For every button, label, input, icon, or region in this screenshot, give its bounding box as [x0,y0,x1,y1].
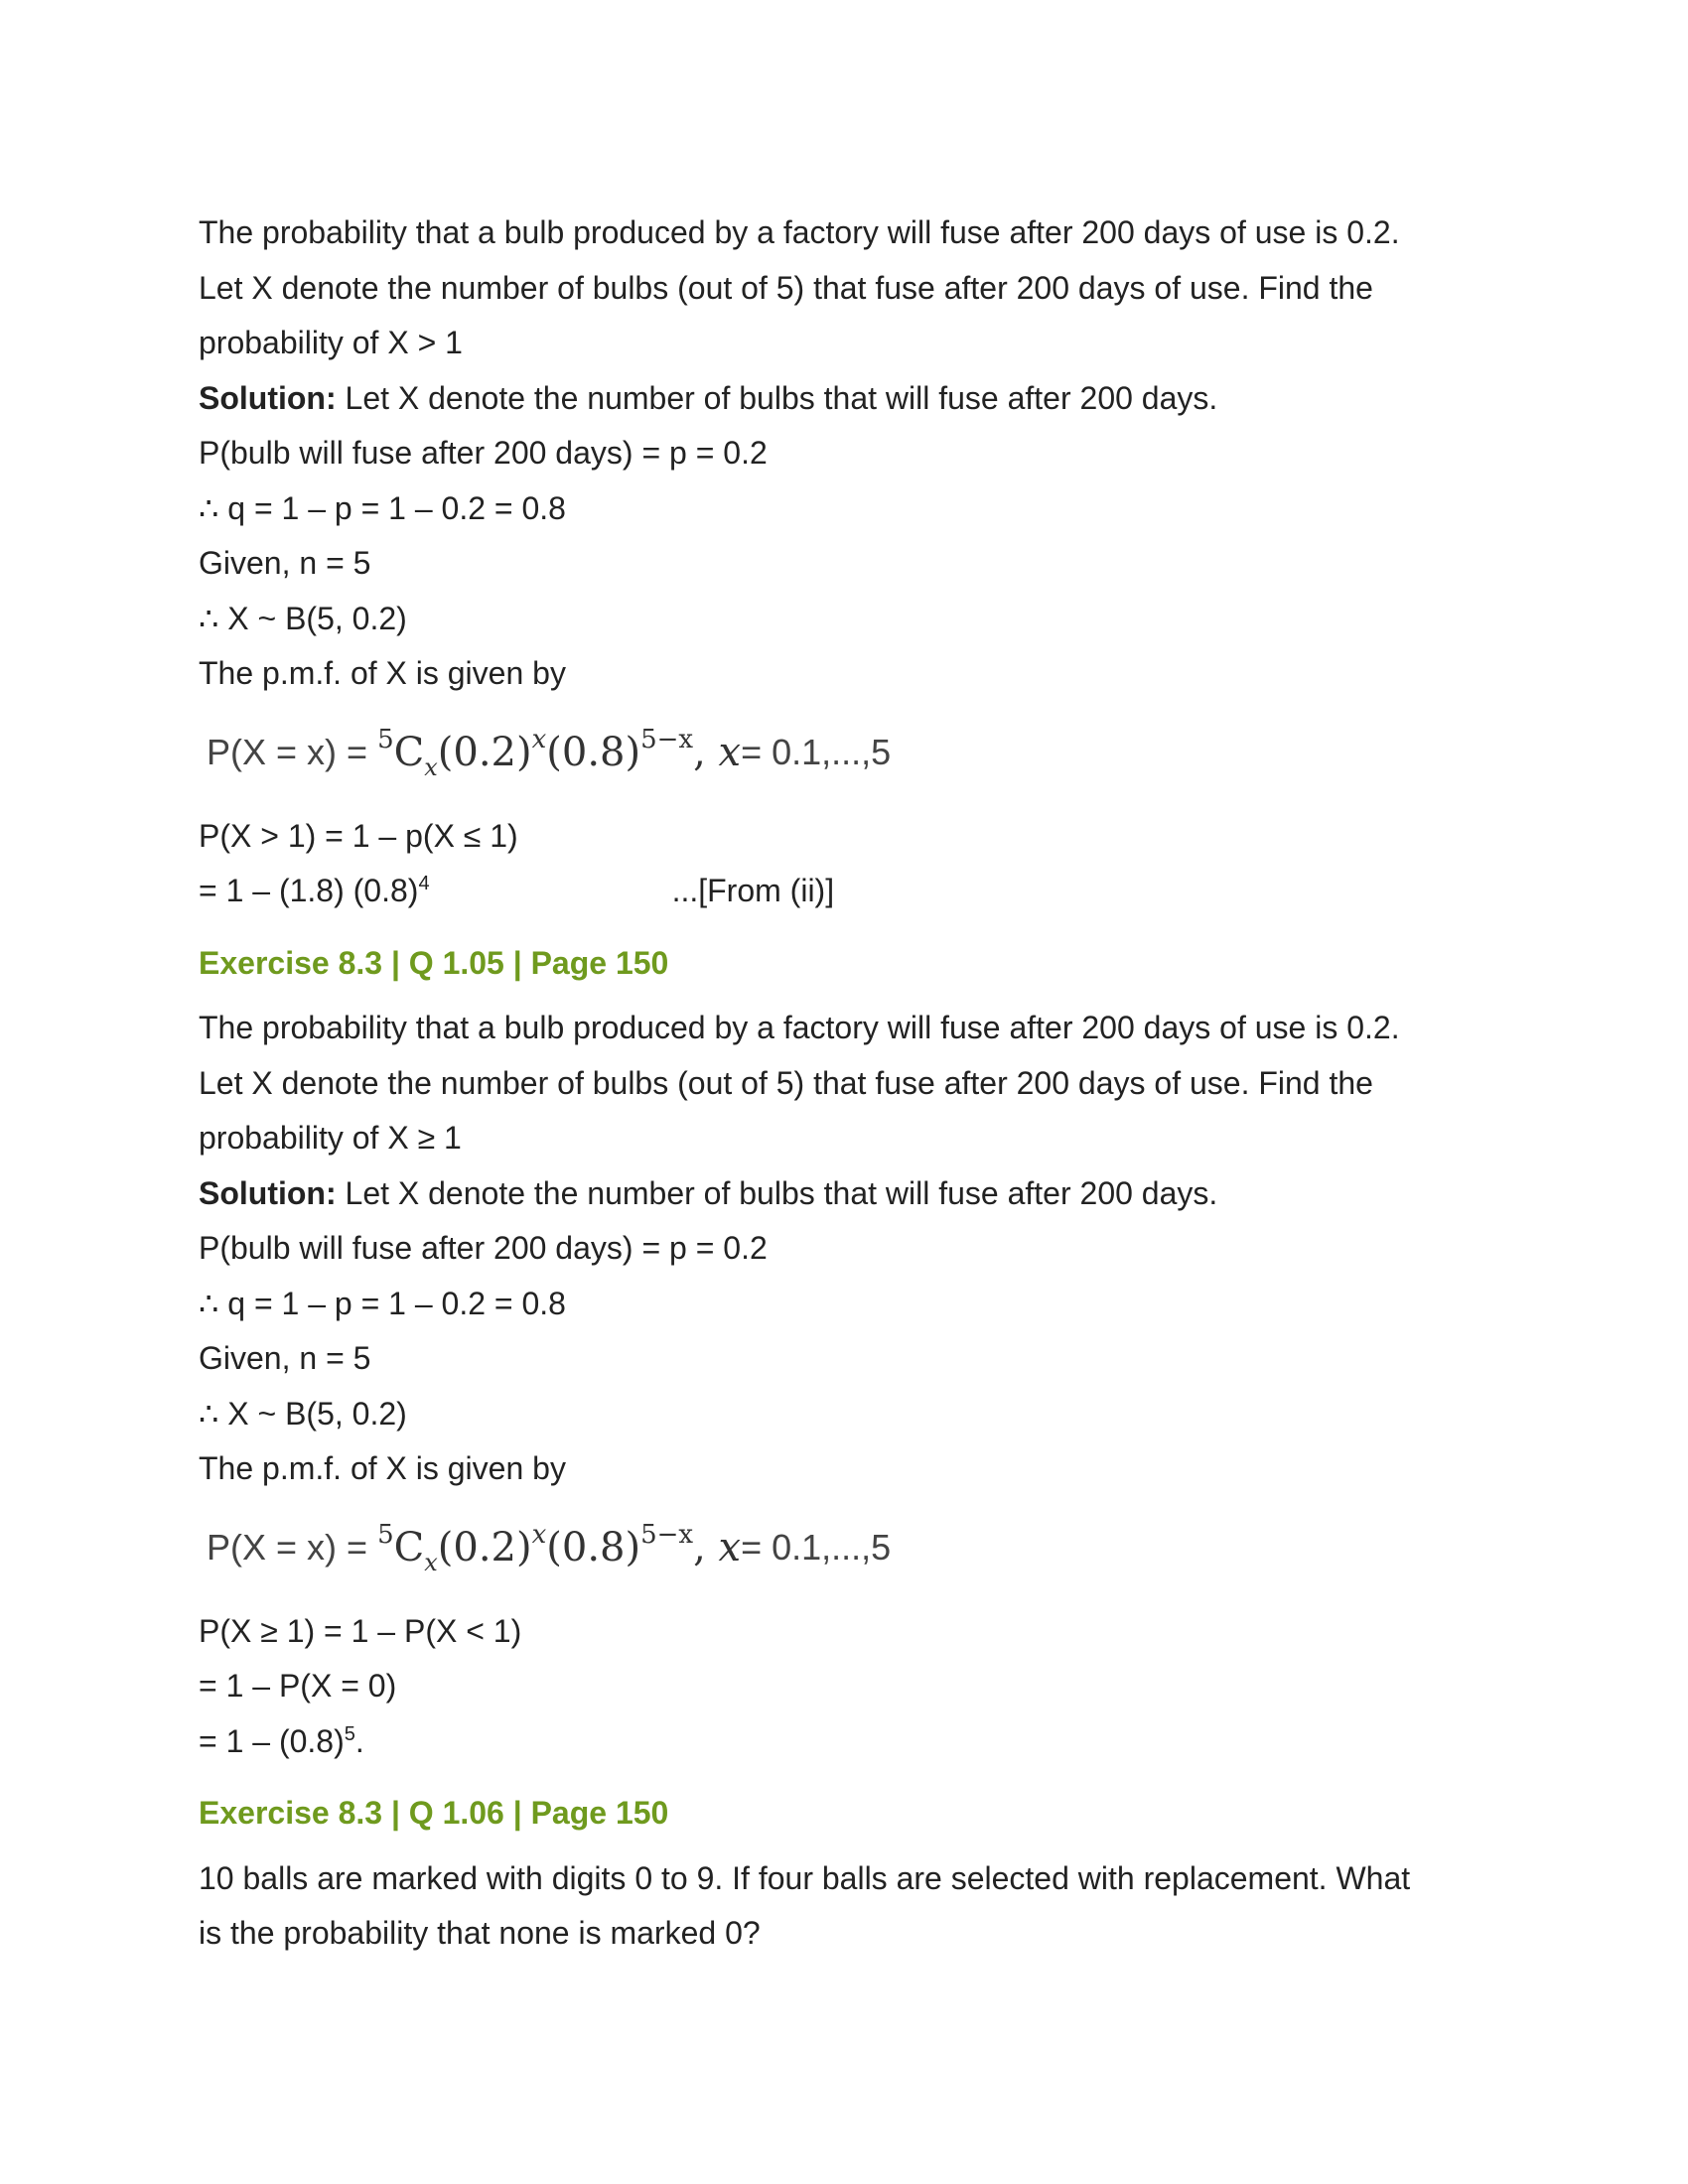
formula-base-1: (0.2) [437,1524,532,1570]
formula-exp-2: 5−x [640,724,694,754]
question-1-line-2: Let X denote the number of bulbs (out of 5) that fuse after 200 days of use. Find the [199,269,1373,306]
solution-2-intro [199,1166,1489,1222]
result-1-exponent: 4 [418,873,430,894]
formula-lhs: P(X = x) = [207,731,368,772]
document-page [199,205,1489,1961]
solution-label: Solution: [199,379,337,416]
question-1-line-3: probability of X > 1 [199,325,463,360]
result-1-line-2 [199,864,1489,924]
step-pmf-intro: The p.m.f. of X is given by [199,1450,566,1486]
formula-sub: x [424,752,438,781]
question-1-line-1: The probability that a bulb produced by a factory will fuse after 200 days of use is 0.2. [199,214,1400,250]
formula-n: 5 [377,724,394,754]
formula-base-2: (0.8) [546,729,641,775]
question-2-line-3: probability of X ≥ 1 [199,1120,462,1156]
formula-rhs [377,724,742,781]
result-1-reference: ...[From (ii)] [671,873,835,908]
result-1-line-1: P(X > 1) = 1 – p(X ≤ 1) [199,817,518,854]
formula-var: x [718,729,742,775]
formula-range: = 0.1,...,5 [741,731,892,772]
step-probability: P(bulb will fuse after 200 days) = p = 0.2 [199,1230,768,1266]
question-2-line-1: The probability that a bulb produced by a factory will fuse after 200 days of use is 0.2. [199,1010,1400,1045]
formula-exp-2: 5−x [640,1519,694,1550]
step-distribution: ∴ X ~ B(5, 0.2) [199,1395,407,1432]
formula-comma: , [693,1524,719,1570]
result-2-line-3 [199,1714,1489,1775]
pmf-formula [207,1507,1489,1588]
formula-sub: x [424,1548,438,1576]
solution-text: Let X denote the number of bulbs that will fuse after 200 days. [336,1174,1218,1211]
step-probability: P(bulb will fuse after 200 days) = p = 0.2 [199,435,768,471]
formula-n: 5 [377,1519,394,1550]
result-1-main: = 1 – (1.8) (0.8) [199,873,419,908]
question-1-block [199,205,1489,924]
formula-range: = 0.1,...,5 [741,1526,892,1568]
solution-label: Solution: [199,1174,337,1211]
question-3-line-1: 10 balls are marked with digits 0 to 9. If four balls are selected with replacement. What [199,1859,1411,1896]
formula-base-1: (0.2) [437,729,532,775]
question-2-block [199,1001,1489,1774]
question-3-line-2: is the probability that none is marked 0? [199,1914,761,1951]
formula-exp-1: x [531,724,547,754]
formula-c: C [393,1524,425,1570]
step-q-value: ∴ q = 1 – p = 1 – 0.2 = 0.8 [199,1285,566,1321]
step-q-value: ∴ q = 1 – p = 1 – 0.2 = 0.8 [199,489,566,526]
result-2-end: . [354,1722,364,1759]
formula-rhs [377,1519,742,1576]
pmf-formula [207,712,1489,793]
result-2-line-1: P(X ≥ 1) = 1 – P(X < 1) [199,1612,522,1649]
question-3-block [199,1851,1489,1961]
formula-c: C [393,729,425,775]
result-2-line-2: = 1 – P(X = 0) [199,1668,397,1704]
step-distribution: ∴ X ~ B(5, 0.2) [199,600,407,636]
question-2-line-2: Let X denote the number of bulbs (out of 5) that fuse after 200 days of use. Find the [199,1064,1373,1101]
step-n-value: Given, n = 5 [199,1340,371,1376]
solution-1-intro [199,371,1489,427]
formula-lhs: P(X = x) = [207,1526,368,1568]
formula-exp-1: x [531,1519,547,1550]
solution-text: Let X denote the number of bulbs that will fuse after 200 days. [336,379,1218,416]
step-n-value: Given, n = 5 [199,545,371,581]
formula-comma: , [693,729,719,775]
formula-var: x [718,1524,742,1570]
step-pmf-intro: The p.m.f. of X is given by [199,655,566,691]
exercise-heading-1-06: Exercise 8.3 | Q 1.06 | Page 150 [199,1795,669,1831]
exercise-heading-1-05: Exercise 8.3 | Q 1.05 | Page 150 [199,944,669,981]
formula-base-2: (0.8) [546,1524,641,1570]
result-2-exponent: 5 [344,1722,355,1745]
result-2-main: = 1 – (0.8) [199,1722,345,1759]
